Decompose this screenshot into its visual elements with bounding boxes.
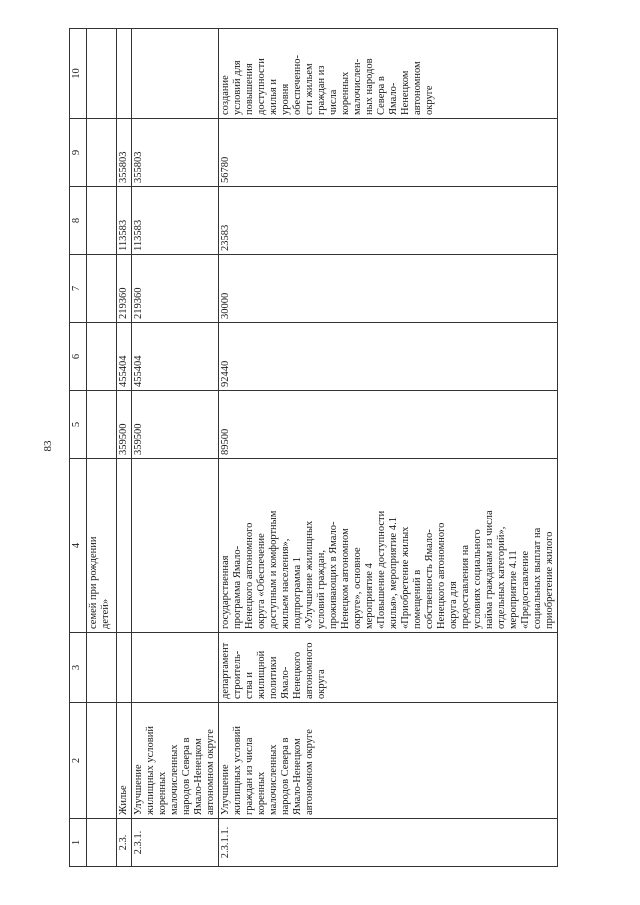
cell-value-6: 92440 xyxy=(219,323,558,391)
cell-value-8: 113583 xyxy=(117,187,132,255)
col-header-3: 3 xyxy=(70,633,87,703)
col-header-4: 4 xyxy=(70,459,87,633)
col-header-7: 7 xyxy=(70,255,87,323)
cell-value-8: 113583 xyxy=(132,187,219,255)
cell-value-9: 355803 xyxy=(117,119,132,187)
cell-number: 2.3. xyxy=(117,819,132,867)
cell-value-5: 359500 xyxy=(132,391,219,459)
rotated-table-container xyxy=(69,29,615,867)
cell-value-8: 23583 xyxy=(219,187,558,255)
col-header-5: 5 xyxy=(70,391,87,459)
cell-number: 2.3.1. xyxy=(132,819,219,867)
col-header-9: 9 xyxy=(70,119,87,187)
cell-value-7: 219360 xyxy=(132,255,219,323)
col-header-8: 8 xyxy=(70,187,87,255)
table-row xyxy=(87,29,117,867)
cell-value-7: 219360 xyxy=(117,255,132,323)
cell-value-5: 359500 xyxy=(117,391,132,459)
cell-value-7: 30000 xyxy=(219,255,558,323)
page-number: 83 xyxy=(42,440,54,452)
table-row xyxy=(219,29,558,867)
cell-value-9: 355803 xyxy=(132,119,219,187)
cell-value-6: 455404 xyxy=(132,323,219,391)
table-row xyxy=(132,29,219,867)
cell-name: Жилье xyxy=(117,703,132,819)
col-header-10: 10 xyxy=(70,29,87,119)
cell-value-9: 56780 xyxy=(219,119,558,187)
cell-value-5: 89500 xyxy=(219,391,558,459)
cell-result: создание условий для повышения доступности жилья и уровня обеспеченно- сти жильем граждан из числа коренных малочислен- ных народов Севера в Ямало- Ненецком автономном округе xyxy=(219,29,558,119)
cell-number: 2.3.1.1. xyxy=(219,819,558,867)
cell-program-continuation: семей при рождении детей» xyxy=(87,459,117,633)
col-header-1: 1 xyxy=(70,819,87,867)
cell-program: государственная программа Ямало- Ненецкого автономного округа «Обеспечение доступным и комфортным жильем населения», подпрограмма 1 «Улучшение жилищных условий граждан, проживающих в Ямало- Ненецком автономном округе», основное мероприятие 4 «Повышение доступности жилья», мероприятие 4.1 «Приобретение жилых помещений в собственность Ямало- Ненецкого автономного округа для предоставления на условиях социального найма гражданам из числа отдельных категорий», мероприятие 4.11 «Предоставление социальных выплат на приобретение жилого xyxy=(219,459,558,633)
col-header-6: 6 xyxy=(70,323,87,391)
col-header-2: 2 xyxy=(70,703,87,819)
cell-name: Улучшение жилищных условий граждан из числа коренных малочисленных народов Севера в Ямало-Ненецком автономном округе xyxy=(219,703,558,819)
cell-value-6: 455404 xyxy=(117,323,132,391)
cell-name: Улучшение жилищных условий коренных малочисленных народов Севера в Ямало-Ненецком автономном округе xyxy=(132,703,219,819)
table-row xyxy=(117,29,132,867)
header-row xyxy=(70,29,87,867)
cell-executor: департамент строитель- ства и жилищной политики Ямало- Ненецкого автономного округа xyxy=(219,633,558,703)
program-table xyxy=(69,28,558,867)
